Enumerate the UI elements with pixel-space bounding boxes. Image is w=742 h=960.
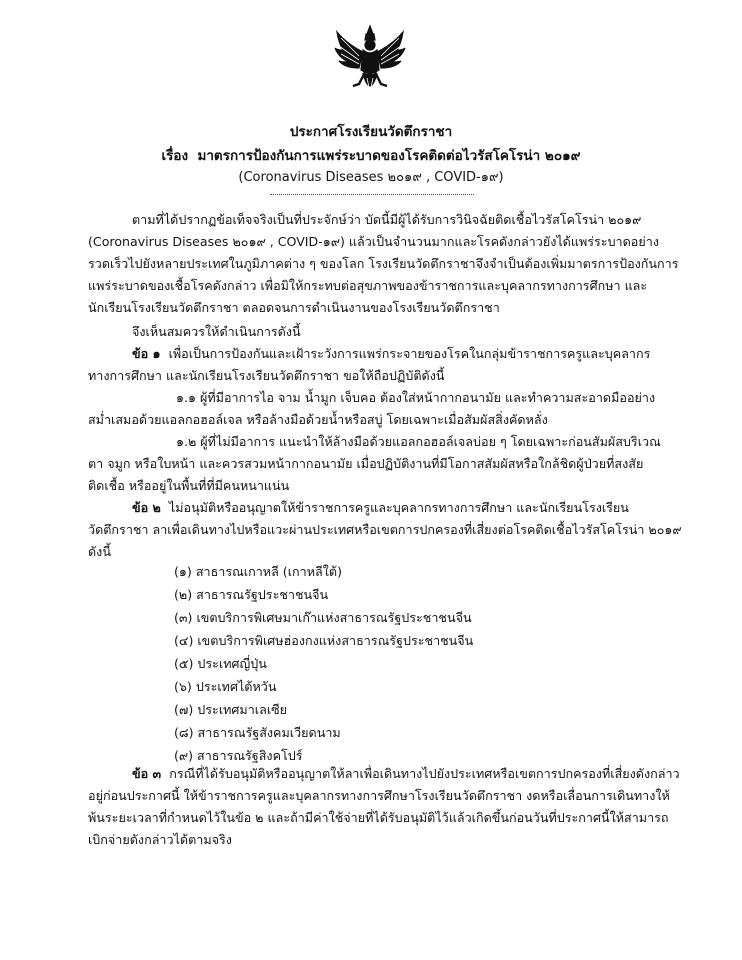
- country-list-item: (๔) เขตบริการพิเศษฮ่องกงแห่งสาธารณรัฐประชาชนจีน: [174, 633, 474, 648]
- clause-1-2-line: ตา จมูก หรือใบหน้า และควรสวมหน้ากากอนามัย เมื่อปฏิบัติงานที่มีโอกาสสัมผัสหรือใกล้ชิดผู้ป่วยที่สงสัย: [88, 456, 644, 471]
- clause-3-text: กรณีที่ได้รับอนุมัติหรืออนุญาตให้ลาเพื่อเดินทางไปยังประเทศหรือเขตการปกครองที่เสี่ยงดังกล่าว: [169, 766, 680, 781]
- clause-1-2-line: ติดเชื้อ หรืออยู่ในพื้นที่ที่มีคนหนาแน่น: [88, 478, 290, 493]
- intro-line: รวดเร็วไปยังหลายประเทศในภูมิภาคต่าง ๆ ของโลก โรงเรียนวัดตึกราชาจึงจำเป็นต้องเพิ่มมาตรการป้องกันการ: [88, 256, 679, 271]
- clause-1-line: [132, 344, 650, 364]
- clause-1-line: ทางการศึกษา และนักเรียนโรงเรียนวัดตึกราชา ขอให้ถือปฏิบัติดังนี้: [88, 368, 445, 383]
- clause-2-line: ดังนี้: [88, 544, 111, 559]
- subject-english: (Coronavirus Diseases ๒๐๑๙ , COVID-๑๙): [238, 170, 504, 185]
- intro-line: นักเรียนโรงเรียนวัดตึกราชา ตลอดจนการดำเนินงานของโรงเรียนวัดตึกราชา: [88, 300, 500, 315]
- country-list-item: (๕) ประเทศญี่ปุ่น: [174, 656, 267, 671]
- clause-2-label: ข้อ ๒: [132, 500, 161, 515]
- intro-line: (Coronavirus Diseases ๒๐๑๙ , COVID-๑๙) แล้วเป็นจำนวนมากและโรคดังกล่าวยังได้แพร่ระบาดอย่าง: [88, 234, 659, 249]
- announcement-subject-line: [0, 144, 742, 166]
- country-list-item: (๒) สาธารณรัฐประชาชนจีน: [174, 587, 329, 602]
- clause-3-line: อยู่ก่อนประกาศนี้ ให้ข้าราชการครูและบุคลากรทางการศึกษาโรงเรียนวัดตึกราชา งดหรือเลื่อนการเดินทางให้: [88, 788, 670, 803]
- clause-2-line: [132, 498, 629, 518]
- clause-2-line: วัดตึกราชา ลาเพื่อเดินทางไปหรือแวะผ่านประเทศหรือเขตการปกครองที่เสี่ยงต่อโรคติดเชื้อไวรัสโคโรน่า ๒๐๑๙: [88, 522, 682, 537]
- country-list-item: (๗) ประเทศมาเลเซีย: [174, 702, 288, 717]
- country-list-item: (๑) สาธารณเกาหลี (เกาหลีใต้): [174, 564, 342, 579]
- clause-2-text: ไม่อนุมัติหรืออนุญาตให้ข้าราชการครูและบุคลากรทางการศึกษา และนักเรียนโรงเรียน: [168, 500, 629, 515]
- subject-text: มาตรการป้องกันการแพร่ระบาดของโรคติดต่อไวรัสโคโรน่า ๒๐๑๙: [197, 148, 581, 164]
- intro-line: ตามที่ได้ปรากฏข้อเท็จจริงเป็นที่ประจักษ์ว่า บัดนี้มีผู้ได้รับการวินิจฉัยติดเชื้อไวรัสโคโรน่า ๒๐๑๙: [132, 212, 642, 227]
- clause-3-line: พ้นระยะเวลาที่กำหนดไว้ในข้อ ๒ และถ้ามีค่าใช้จ่ายที่ได้รับอนุมัติไว้แล้วเกิดขึ้นก่อนวันที่ประกาศนี้ให้สามารถ: [88, 810, 669, 825]
- intro-closing: จึงเห็นสมควรให้ดำเนินการดังนี้: [132, 324, 301, 339]
- announcement-title: ประกาศโรงเรียนวัดตึกราชา: [289, 124, 453, 140]
- clause-3-line: เบิกจ่ายดังกล่าวได้ตามจริง: [88, 832, 232, 847]
- clause-1-2-line: ๑.๒ ผู้ที่ไม่มีอาการ แนะนำให้ล้างมือด้วยแอลกอฮอล์เจลบ่อย ๆ โดยเฉพาะก่อนสัมผัสบริเวณ: [176, 434, 661, 449]
- country-list-item: (๖) ประเทศไต้หวัน: [174, 679, 277, 694]
- clause-1-1-line: สม่ำเสมอด้วยแอลกอฮอล์เจล หรือล้างมือด้วยน้ำหรือสบู่ โดยเฉพาะเมื่อสัมผัสสิ่งคัดหลั่ง: [88, 412, 548, 427]
- garuda-emblem-icon: [333, 24, 407, 100]
- clause-3-label: ข้อ ๓: [132, 766, 162, 781]
- clause-1-label: ข้อ ๑: [132, 346, 161, 361]
- country-list-item: (๓) เขตบริการพิเศษมาเก๊าแห่งสาธารณรัฐประชาชนจีน: [174, 610, 472, 625]
- country-list-item: (๙) สาธารณรัฐสิงคโปร์: [174, 748, 303, 763]
- clause-1-1-line: ๑.๑ ผู้ที่มีอาการไอ จาม น้ำมูก เจ็บคอ ต้องใส่หน้ากากอนามัย และทำความสะอาดมืออย่าง: [176, 390, 656, 405]
- heading-divider: [270, 194, 474, 195]
- subject-label: เรื่อง: [161, 148, 189, 164]
- intro-line: แพร่ระบาดของเชื้อโรคดังกล่าว เพื่อมิให้กระทบต่อสุขภาพของข้าราชการและบุคลากรทางการศึกษา และ: [88, 278, 648, 293]
- country-list-item: (๘) สาธารณรัฐสังคมเวียดนาม: [174, 725, 341, 740]
- clause-1-text: เพื่อเป็นการป้องกันและเฝ้าระวังการแพร่กระจายของโรคในกลุ่มข้าราชการครูและบุคลากร: [168, 346, 651, 361]
- clause-3-line: [132, 764, 680, 784]
